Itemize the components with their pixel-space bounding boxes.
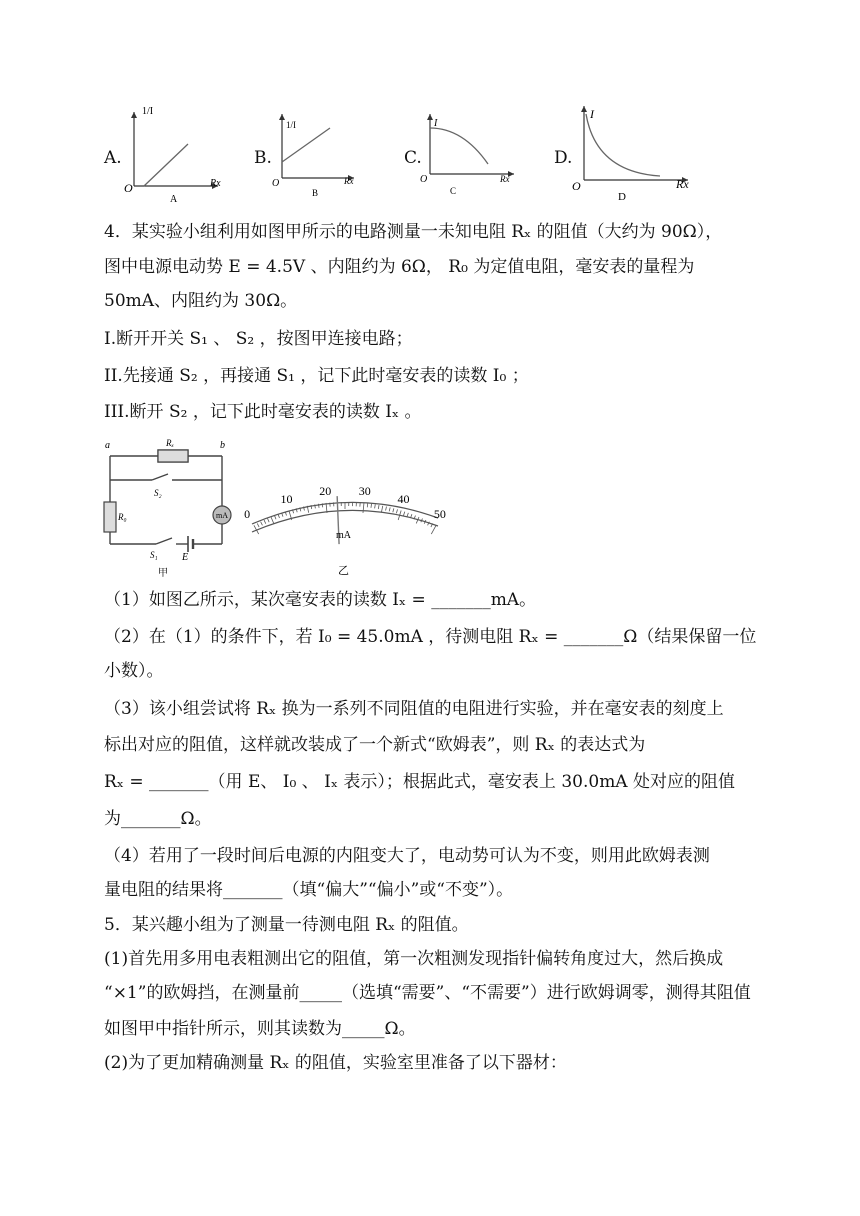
meter-tick: [375, 504, 376, 508]
graph-d-curve: [586, 114, 660, 176]
svg-text:a: a: [105, 440, 110, 451]
svg-text:O: O: [124, 181, 133, 195]
svg-text:O: O: [420, 174, 428, 185]
graph-a-xaxis: Rx: [210, 178, 221, 189]
meter-tick: [386, 507, 387, 511]
meter-tick: [261, 522, 263, 526]
option-c-label: C.: [404, 148, 422, 168]
resistor-rx: [158, 450, 188, 462]
graph-b-line: [282, 128, 330, 162]
circuit-diagram: [100, 436, 240, 580]
graph-c-yaxis: I: [434, 118, 438, 129]
q4-p4b: 量电阻的结果将_______（填“偏大”“偏小”或“不变”）。: [104, 880, 514, 900]
meter-tick: [278, 514, 279, 518]
svg-text:mA: mA: [216, 511, 228, 520]
graph-b: [268, 104, 368, 204]
meter-tick: [271, 517, 274, 523]
meter-tick: [378, 505, 379, 509]
meter-tick: [393, 508, 394, 512]
q4-p4a: （4）若用了一段时间后电源的内阻变大了，电动势可认为不变，则用此欧姆表测: [104, 846, 710, 866]
graph-d: [570, 102, 700, 202]
graph-d-yaxis: I: [590, 107, 594, 121]
svg-text:Rₓ: Rₓ: [166, 438, 175, 448]
graph-d-caption: D: [618, 191, 626, 202]
graph-c-curve: [430, 128, 488, 164]
meter-tick: [264, 520, 266, 524]
q4-step1: I.断开开关 S₁ 、 S₂ ，按图甲连接电路；: [104, 329, 413, 349]
resistor-r0: [104, 502, 116, 532]
svg-text:O: O: [272, 178, 280, 189]
q4-p3c: Rₓ = _______（用 E、 I₀ 、 Iₓ 表示）；根据此式，毫安表上 30.0mA 处对应的阻值: [104, 772, 735, 792]
meter-tick-label: 50: [433, 507, 446, 522]
svg-text:R₀: R₀: [118, 512, 127, 522]
q4-p3b: 标出对应的阻值，这样就改装成了一个新式“欧姆表”，则 Rₓ 的表达式为: [104, 735, 646, 755]
graph-c: [418, 108, 523, 200]
meter-tick: [268, 519, 270, 523]
meter-tick: [363, 503, 364, 513]
fig-yi-caption: 乙: [338, 565, 349, 577]
q4-p2b: 小数）。: [104, 661, 164, 681]
graph-c-caption: C: [450, 186, 457, 196]
meter-tick: [407, 513, 408, 517]
meter-tick-label: 20: [319, 483, 332, 498]
q5-line1: 5．某兴趣小组为了测量一待测电阻 Rₓ 的阻值。: [104, 915, 469, 935]
q5-line5: (2)为了更加精确测量 Rₓ 的阻值，实验室里准备了以下器材：: [104, 1053, 567, 1073]
meter-tick: [275, 516, 276, 520]
q4-p3d: 为_______Ω。: [104, 809, 212, 829]
graph-a-line: [144, 144, 188, 186]
q4-line3: 50mA、内阻约为 30Ω。: [104, 291, 298, 311]
q4-step2: II.先接通 S₂ ，再接通 S₁ ，记下此时毫安表的读数 I₀ ；: [104, 366, 529, 386]
q5-line3: “×1”的欧姆挡，在测量前_____（选填“需要”、“不需要”）进行欧姆调零，测得其阻值: [104, 983, 751, 1003]
svg-text:E: E: [182, 552, 189, 563]
svg-text:b: b: [220, 440, 225, 451]
option-d-label: D.: [554, 148, 573, 168]
graph-b-caption: B: [312, 188, 319, 198]
q4-line2: 图中电源电动势 E = 4.5V 、内阻约为 6Ω， R₀ 为定值电阻，毫安表的量程为: [104, 257, 695, 277]
q4-p1: （1）如图乙所示，某次毫安表的读数 Iₓ = _______mA。: [104, 590, 537, 610]
option-b-label: B.: [254, 148, 272, 168]
q4-p2a: （2）在（1）的条件下，若 I₀ = 45.0mA ，待测电阻 Rₓ = _______Ω（结果保留一位: [104, 627, 757, 647]
graph-a-yaxis: 1/I: [142, 106, 154, 117]
graph-b-xaxis: Rx: [344, 176, 354, 186]
meter-tick-label: 10: [280, 491, 293, 506]
graph-b-yaxis: 1/I: [286, 120, 296, 130]
fig-jia-caption: 甲: [158, 568, 168, 579]
svg-text:O: O: [572, 179, 581, 193]
graph-d-xaxis: Rx: [676, 177, 689, 191]
q4-p3a: （3）该小组尝试将 Rₓ 换为一系列不同阻值的电阻进行实验，并在毫安表的刻度上: [104, 699, 724, 719]
meter-tick: [371, 504, 372, 508]
meter-tick-label: 40: [397, 491, 410, 506]
graph-a-caption: A: [170, 194, 178, 204]
meter-tick: [389, 507, 390, 511]
q5-line2: (1)首先用多用电表粗测出它的阻值，第一次粗测发现指针偏转角度过大，然后换成: [104, 949, 724, 969]
meter-unit: mA: [336, 530, 351, 541]
meter-tick: [431, 525, 436, 534]
meter-tick: [396, 509, 397, 513]
meter-tick: [257, 523, 259, 527]
graph-c-xaxis: Rx: [500, 174, 510, 184]
graph-a: [118, 104, 228, 204]
option-a-label: A.: [104, 148, 122, 168]
q5-line4: 如图甲中指针所示，则其读数为_____Ω。: [104, 1019, 416, 1039]
milliammeter-dial: [240, 462, 460, 578]
q4-step3: III.断开 S₂ ，记下此时毫安表的读数 Iₓ 。: [104, 402, 422, 422]
meter-tick: [404, 512, 405, 516]
meter-tick: [381, 506, 382, 513]
q4-line1: 4．某实验小组利用如图甲所示的电路测量一未知电阻 Rₓ 的阻值（大约为 90Ω），: [104, 222, 723, 242]
meter-tick: [318, 504, 319, 508]
svg-text:S₁: S₁: [150, 550, 158, 560]
meter-tick-label: 0: [244, 507, 251, 522]
meter-tick-label: 30: [358, 483, 371, 498]
svg-text:S₂: S₂: [154, 488, 162, 498]
